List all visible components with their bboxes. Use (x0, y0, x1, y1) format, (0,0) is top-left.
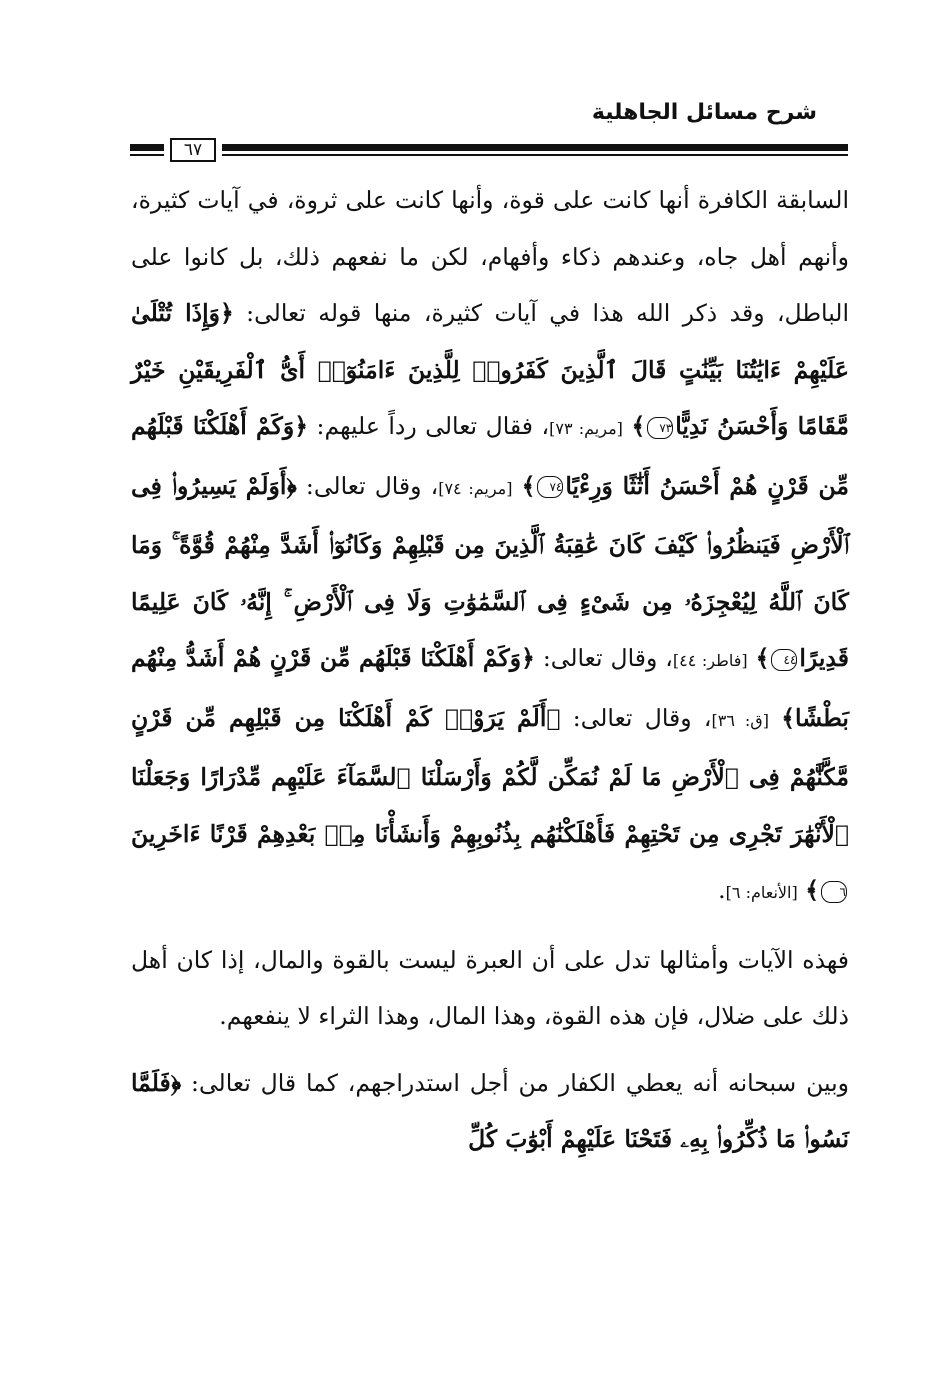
paragraph-1-text-2: ، فقال تعالى رداً عليهم: (308, 412, 550, 440)
paragraph-1-text-1: السابقة الكافرة أنها كانت على قوة، وأنها كانت على ثروة، في آيات كثيرة، وأنهم أهل جاه، وعندهم ذكاء وأفهام، لكن ما نفعهم ذلك، بل كانوا على الباطل، وقد ذكر الله هذا في آيات كثيرة، منها قوله تعالى: (131, 186, 849, 327)
aya-number-marker: ٤٤ (771, 649, 797, 671)
aya-number-marker: ٧٣ (647, 417, 673, 439)
quran-verse-text: ﴿أَوَلَمْ يَسِيرُوا۟ فِى ٱلْأَرْضِ فَيَنظُرُوا۟ كَيْفَ كَانَ عَٰقِبَةُ ٱلَّذِينَ مِن قَبْلِهِمْ وَكَانُوٓا۟ أَشَدَّ مِنْهُمْ قُوَّةً ۚ وَمَا كَانَ ٱللَّهُ لِيُعْجِزَهُۥ مِن شَىْءٍ فِى ٱلسَّمَٰوَٰتِ وَلَا فِى ٱلْأَرْضِ ۚ إِنَّهُۥ كَانَ عَلِيمًا قَدِيرًا (131, 471, 849, 672)
quran-verse-anam-6 (131, 704, 849, 905)
header-rule (130, 140, 848, 164)
running-title: شرح مسائل الجاهلية (591, 100, 817, 125)
paragraph-1 (131, 172, 849, 922)
paragraph-2: فهذه الآيات وأمثالها تدل على أن العبرة ليست بالقوة والمال، إذا كان أهل ذلك على ضلال، فإن هذه القوة، وهذا المال، وهذا الثراء لا ينفعهم. (131, 945, 849, 1030)
paragraph-1-text-4: ، وقال تعالى: (534, 644, 673, 672)
rule-thin-right (222, 154, 848, 156)
quran-verse-anam-44: ﴿فَلَمَّا نَسُوا۟ مَا ذُكِّرُوا۟ بِهِۦ فَتَحْنَا عَلَيْهِمْ أَبْوَٰبَ كُلِّ (131, 1068, 849, 1153)
quran-verse-text: ﴿أَلَمْ يَرَوْا۟ كَمْ أَهْلَكْنَا مِن قَبْلِهِم مِّن قَرْنٍ مَّكَّنَّٰهُمْ فِى ٱلْأَرْضِ مَا لَمْ نُمَكِّن لَّكُمْ وَأَرْسَلْنَا ٱلسَّمَآءَ عَلَيْهِم مِّدْرَارًا وَجَعَلْنَا ٱلْأَنْهَٰرَ تَجْرِى مِن تَحْتِهِمْ فَأَهْلَكْنَٰهُم بِذُنُوبِهِمْ وَأَنشَأْنَا مِنۢ بَعْدِهِمْ قَرْنًا ءَاخَرِينَ (131, 703, 849, 848)
citation-anam-6: [الأنعام: ٦] (725, 883, 798, 902)
citation-fatir-44: [فاطر: ٤٤] (672, 651, 748, 670)
quran-verse-text: ﴿وَكَمْ أَهْلَكْنَا قَبْلَهُم مِّن قَرْنٍ هُمْ أَحْسَنُ أَثَٰثًا وَرِءْيًا (131, 412, 849, 500)
citation-maryam-73: [مريم: ٧٣] (549, 419, 623, 438)
quran-bracket-close: ﴾ (631, 412, 646, 440)
rule-thick-right (222, 144, 848, 151)
quran-verse-fatir-44 (131, 472, 849, 673)
quran-bracket-close: ﴾ (755, 644, 770, 672)
paragraph-3-text-1: وبين سبحانه أنه يعطي الكفار من أجل استدراجهم، كما قال تعالى: (181, 1068, 849, 1097)
quran-bracket-close: ﴾ (805, 876, 819, 904)
quran-bracket-close: ﴾ (521, 471, 536, 500)
aya-number-marker: ٧٤ (537, 476, 563, 498)
paragraph-3 (131, 1055, 849, 1168)
quran-verse-qaf-36: ﴿وَكَمْ أَهْلَكْنَا قَبْلَهُم مِّن قَرْنٍ هُمْ أَشَدُّ مِنْهُم بَطْشًا﴾ (131, 644, 849, 732)
paragraph-1-text-6: . (718, 876, 726, 904)
quran-verse-text: ﴿وَإِذَا تُتْلَىٰ عَلَيْهِمْ ءَايَٰتُنَا بَيِّنَٰتٍ قَالَ ٱلَّذِينَ كَفَرُوا۟ لِلَّذِينَ ءَامَنُوٓا۟ أَىُّ ٱلْفَرِيقَيْنِ خَيْرٌ مَّقَامًا وَأَحْسَنُ نَدِيًّا (131, 299, 849, 440)
paragraph-1-text-5: ، وقال تعالى: (560, 703, 712, 732)
page-number: ٦٧ (170, 138, 216, 162)
paragraph-1-text-3: ، وقال تعالى: (296, 471, 439, 500)
rule-thick-left (130, 144, 164, 151)
citation-maryam-74: [مريم: ٧٤] (438, 478, 513, 498)
body-text (131, 172, 849, 1168)
citation-qaf-36: [ق: ٣٦] (711, 710, 769, 730)
aya-number-marker: ٦ (821, 881, 847, 903)
rule-thin-left (130, 154, 164, 156)
